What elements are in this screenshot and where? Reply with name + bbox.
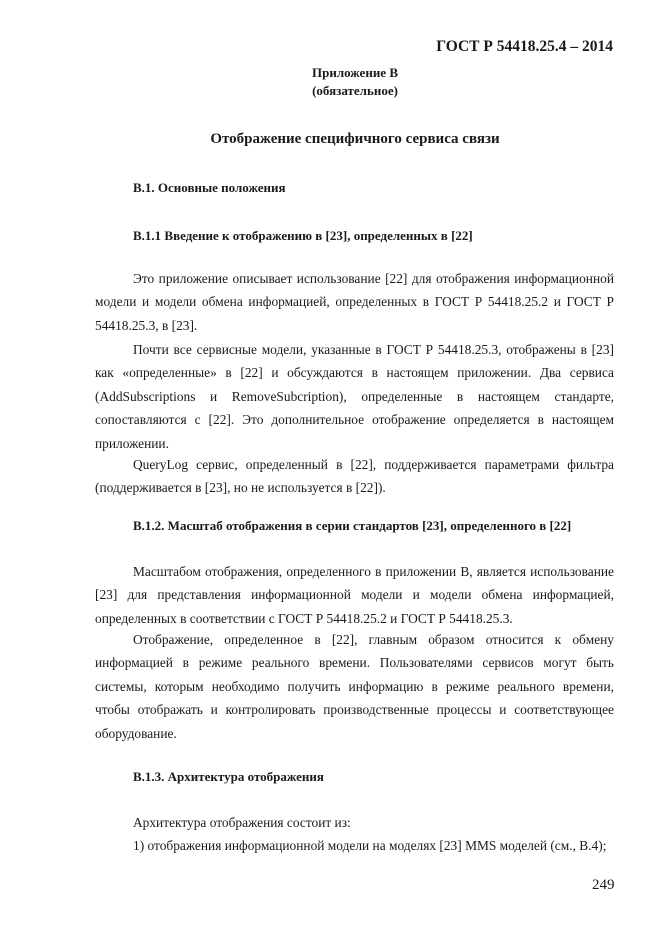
- paragraph: QueryLog сервис, определенный в [22], поддерживается параметрами фильтра (поддерживается в [23], но не используется в [22]).: [95, 457, 614, 496]
- page-number: 249: [592, 877, 615, 893]
- list-item: 1) отображения информационной модели на моделях [23] MMS моделей (см., В.4);: [133, 838, 607, 853]
- section-heading-b1-2: В.1.2. Масштаб отображения в серии стандартов [23], определенного в [22]: [133, 518, 572, 533]
- annex-title: Приложение В: [312, 65, 398, 80]
- annex-heading: [0, 64, 661, 100]
- standard-id: ГОСТ Р 54418.25.4 – 2014: [436, 38, 613, 55]
- paragraph: Почти все сервисные модели, указанные в ГОСТ Р 54418.25.3, отображены в [23] как «определенные» в [22] и обсуждаются в настоящем приложении. Два сервиса (AddSubscriptions и RemoveSubcription), определенные в настоящем стандарте, сопоставляются с [22]. Это дополнительное отображение определяется в настоящем приложении.: [95, 342, 614, 451]
- section-heading-b1-3: В.1.3. Архитектура отображения: [133, 769, 324, 784]
- paragraph: Отображение, определенное в [22], главным образом относится к обмену информацией в режиме реального времени. Пользователями сервисов могут быть системы, которым необходимо получить информацию в режиме реального времени, чтобы отображать и контролировать производственные процессы и соответствующее оборудование.: [95, 632, 614, 741]
- text-line: Архитектура отображения состоит из:: [133, 815, 351, 830]
- document-title: Отображение специфичного сервиса связи: [210, 131, 500, 147]
- paragraph: Это приложение описывает использование [22] для отображения информационной модели и модели обмена информацией, определенных в ГОСТ Р 54418.25.2 и ГОСТ Р 54418.25.3, в [23].: [95, 271, 614, 333]
- section-heading-b1-1: В.1.1 Введение к отображению в [23], определенных в [22]: [133, 228, 473, 243]
- annex-status: (обязательное): [312, 83, 398, 98]
- paragraph: Масштабом отображения, определенного в приложении В, является использование [23] для представления информационной модели и модели обмена информацией, определенных в соответствии с ГОСТ Р 54418.25.2 и ГОСТ Р 54418.25.3.: [95, 564, 614, 626]
- section-heading-b1: В.1. Основные положения: [133, 180, 286, 195]
